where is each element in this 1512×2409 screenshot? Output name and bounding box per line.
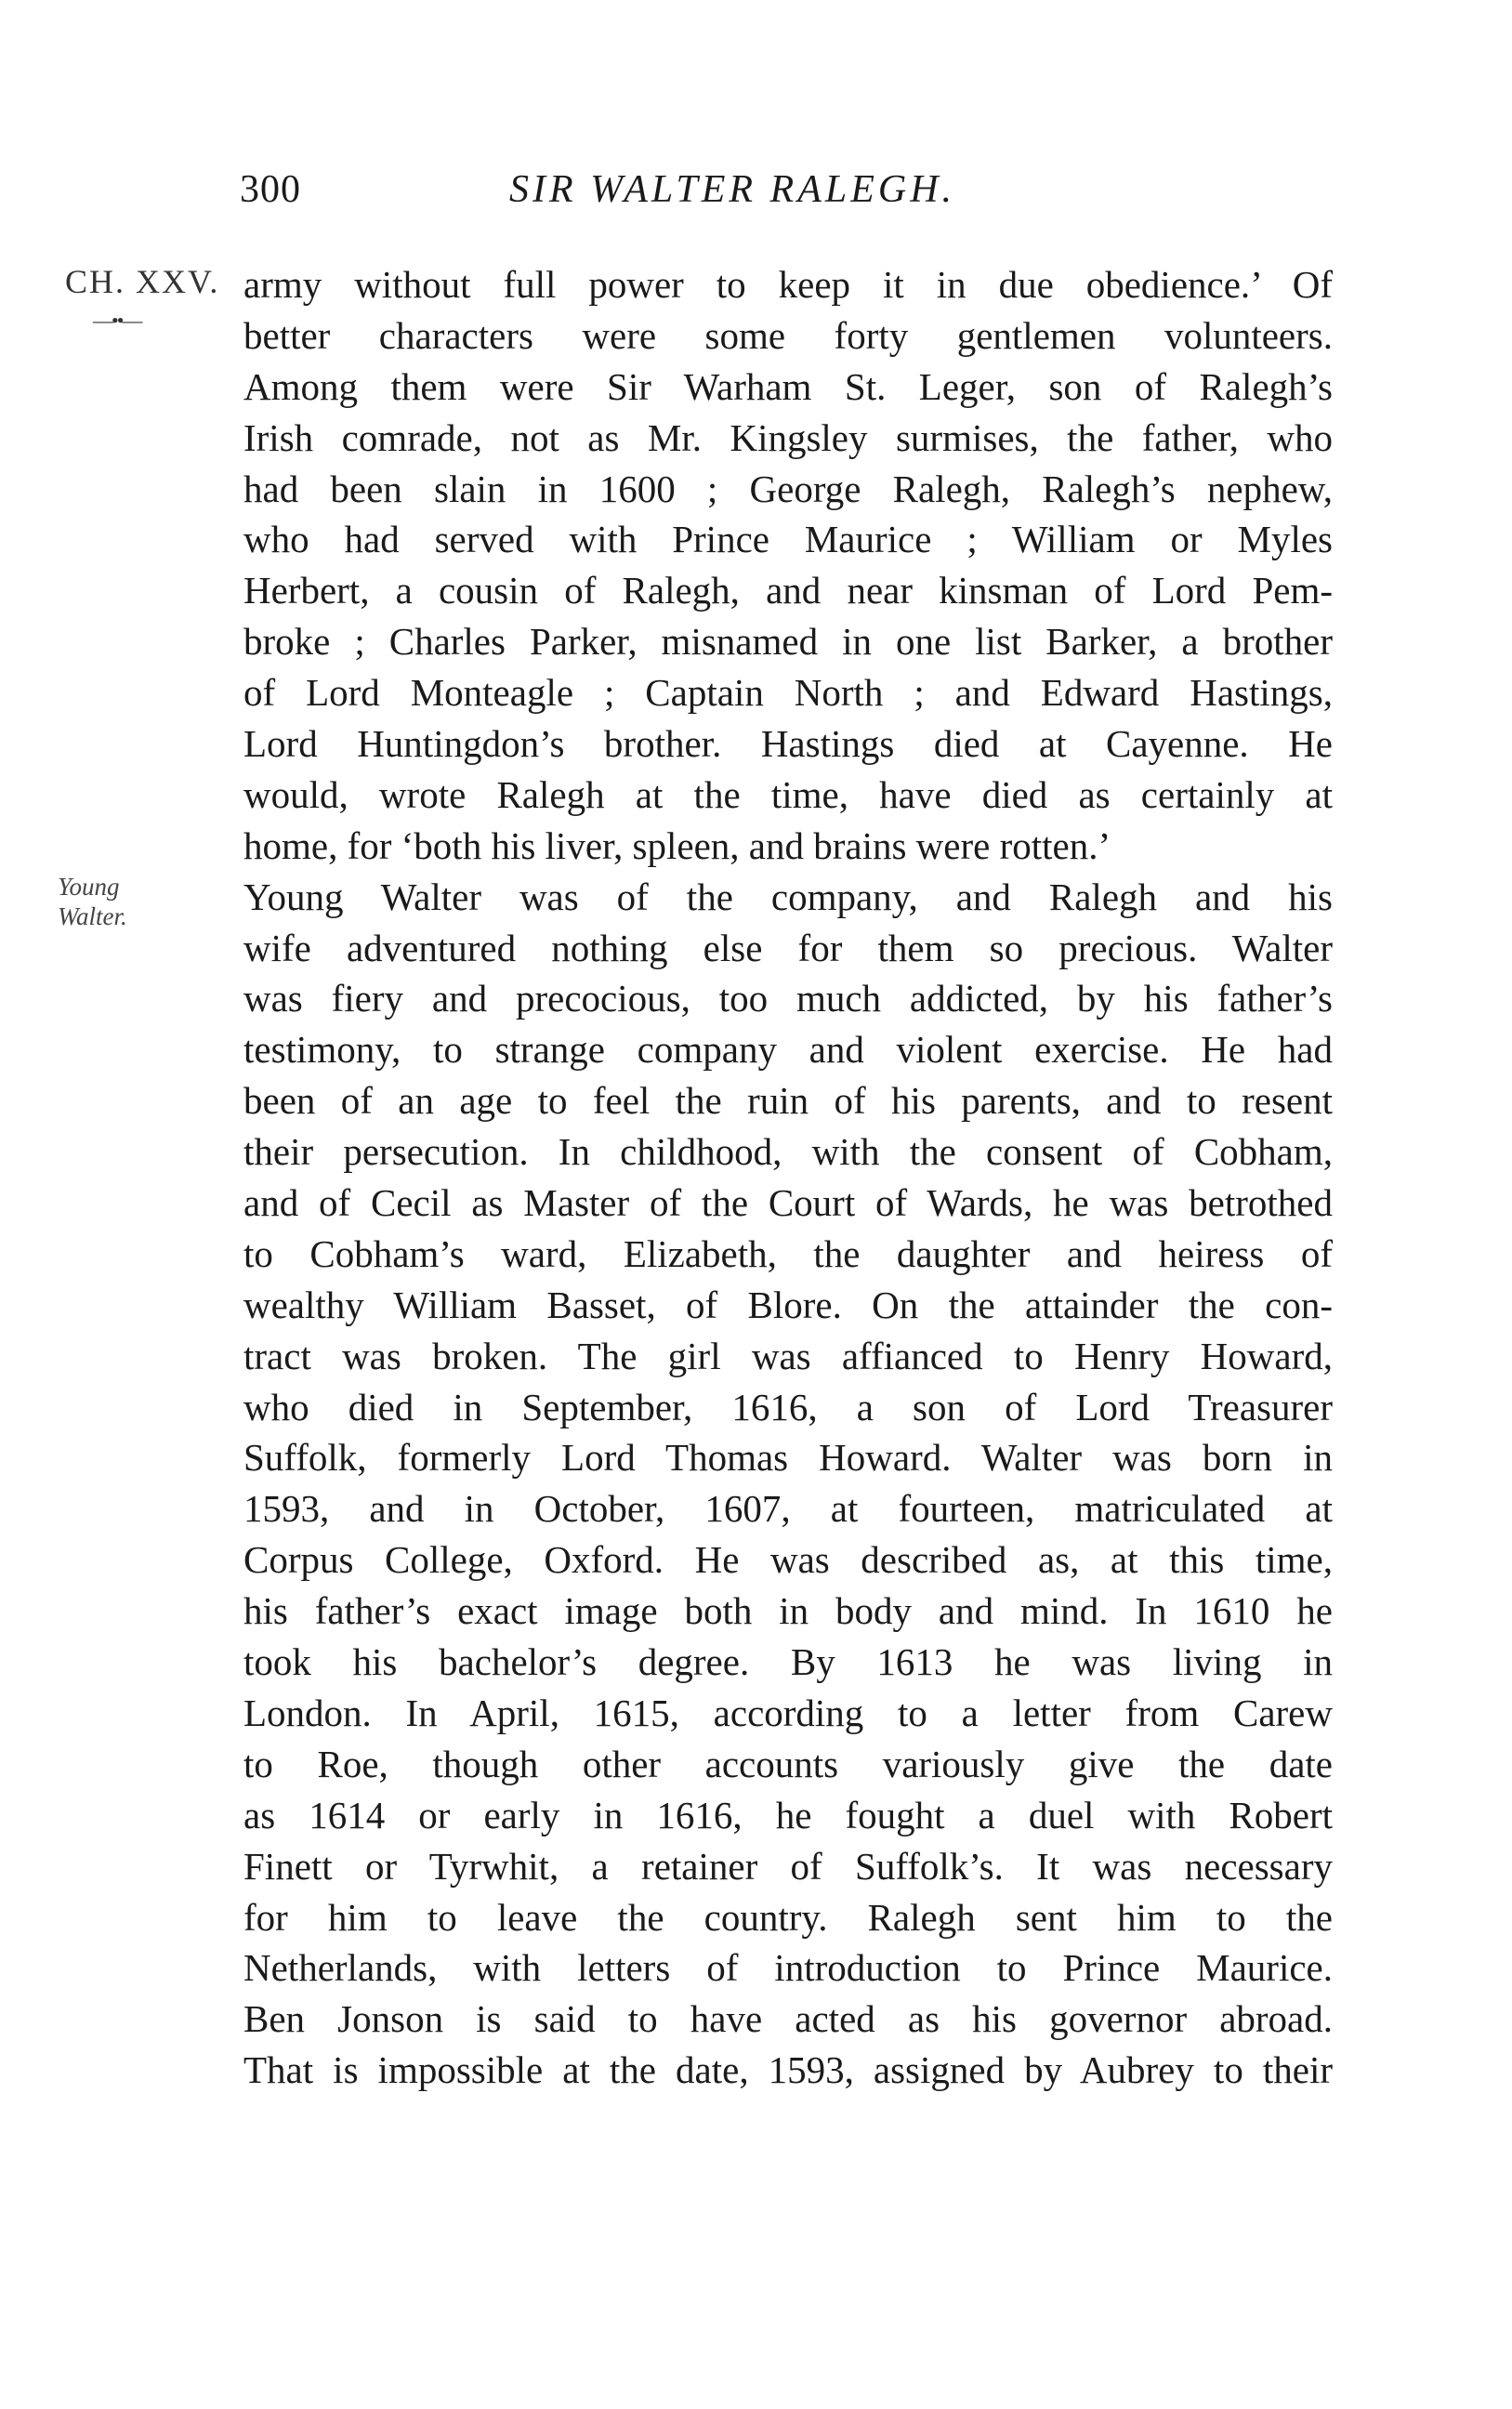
page-number: 300 xyxy=(240,168,301,211)
text-line: Among them were Sir Warham St. Leger, son of Ralegh’s xyxy=(243,364,1333,408)
text-line: better characters were some forty gentlemen volunteers. xyxy=(243,313,1333,357)
text-line: testimony, to strange company and violent exercise. He had xyxy=(243,1028,1333,1072)
text-line: for him to leave the country. Ralegh sent him to the xyxy=(243,1895,1333,1939)
text-line: been of an age to feel the ruin of his parents, and to resent xyxy=(243,1079,1333,1123)
text-line: would, wrote Ralegh at the time, have died as certainly at xyxy=(243,772,1333,816)
running-head xyxy=(240,167,1333,223)
text-line: their persecution. In childhood, with the consent of Cobham, xyxy=(243,1130,1333,1174)
text-line: Corpus College, Oxford. He was described as, at this time, xyxy=(243,1538,1333,1582)
text-line: his father’s exact image both in body and mind. In 1610 he xyxy=(243,1589,1333,1633)
text-line: wealthy William Basset, of Blore. On the attainder the con- xyxy=(243,1283,1333,1326)
body-text xyxy=(243,259,1333,2096)
side-note-young-walter xyxy=(58,872,127,931)
text-line: Irish comrade, not as Mr. Kingsley surmises, the father, who xyxy=(243,415,1333,459)
text-line: Netherlands, with letters of introduction to Prince Maurice. xyxy=(243,1946,1333,1990)
chapter-ornament: —••— xyxy=(93,309,141,332)
chapter-label: CH. XXV. xyxy=(65,263,220,300)
text-line: 1593, and in October, 1607, at fourteen, matriculated at xyxy=(243,1487,1333,1531)
text-line: who died in September, 1616, a son of Lord Treasurer xyxy=(243,1385,1333,1428)
text-line: was fiery and precocious, too much addicted, by his father’s xyxy=(243,977,1333,1020)
side-note-line: Walter. xyxy=(58,902,127,930)
text-line: and of Cecil as Master of the Court of Wards, he was betrothed xyxy=(243,1181,1333,1225)
text-line: Finett or Tyrwhit, a retainer of Suffolk’s. It was necessary xyxy=(243,1844,1333,1888)
text-line: London. In April, 1615, according to a letter from Carew xyxy=(243,1691,1333,1734)
text-line: who had served with Prince Maurice ; William or Myles xyxy=(243,518,1333,561)
text-line: had been slain in 1600 ; George Ralegh, Ralegh’s nephew, xyxy=(243,467,1333,510)
text-line: took his bachelor’s degree. By 1613 he was living in xyxy=(243,1640,1333,1684)
text-line: of Lord Monteagle ; Captain North ; and Edward Hastings, xyxy=(243,671,1333,715)
text-line: wife adventured nothing else for them so precious. Walter xyxy=(243,926,1333,969)
text-line: Ben Jonson is said to have acted as his governor abroad. xyxy=(243,1997,1333,2041)
side-note-line: Young xyxy=(58,873,120,901)
text-line: broke ; Charles Parker, misnamed in one list Barker, a brother xyxy=(243,620,1333,664)
text-line: Suffolk, formerly Lord Thomas Howard. Walter was born in xyxy=(243,1436,1333,1480)
running-title: SIR WALTER RALEGH. xyxy=(509,168,956,211)
text-line: Lord Huntingdon’s brother. Hastings died at Cayenne. He xyxy=(243,722,1333,766)
text-line: to Cobham’s ward, Elizabeth, the daughter and heiress of xyxy=(243,1231,1333,1275)
text-line: Herbert, a cousin of Ralegh, and near kinsman of Lord Pem- xyxy=(243,569,1333,612)
text-line: as 1614 or early in 1616, he fought a duel with Robert xyxy=(243,1793,1333,1836)
text-line: tract was broken. The girl was affianced to Henry Howard, xyxy=(243,1334,1333,1377)
text-line: home, for ‘both his liver, spleen, and brains were rotten.’ xyxy=(243,823,1111,867)
text-line: That is impossible at the date, 1593, assigned by Aubrey to their xyxy=(243,2048,1333,2092)
text-line: army without full power to keep it in due obedience.’ Of xyxy=(243,263,1333,306)
text-line: to Roe, though other accounts variously give the date xyxy=(243,1742,1333,1785)
text-line: Young Walter was of the company, and Ralegh and his xyxy=(243,875,1333,918)
